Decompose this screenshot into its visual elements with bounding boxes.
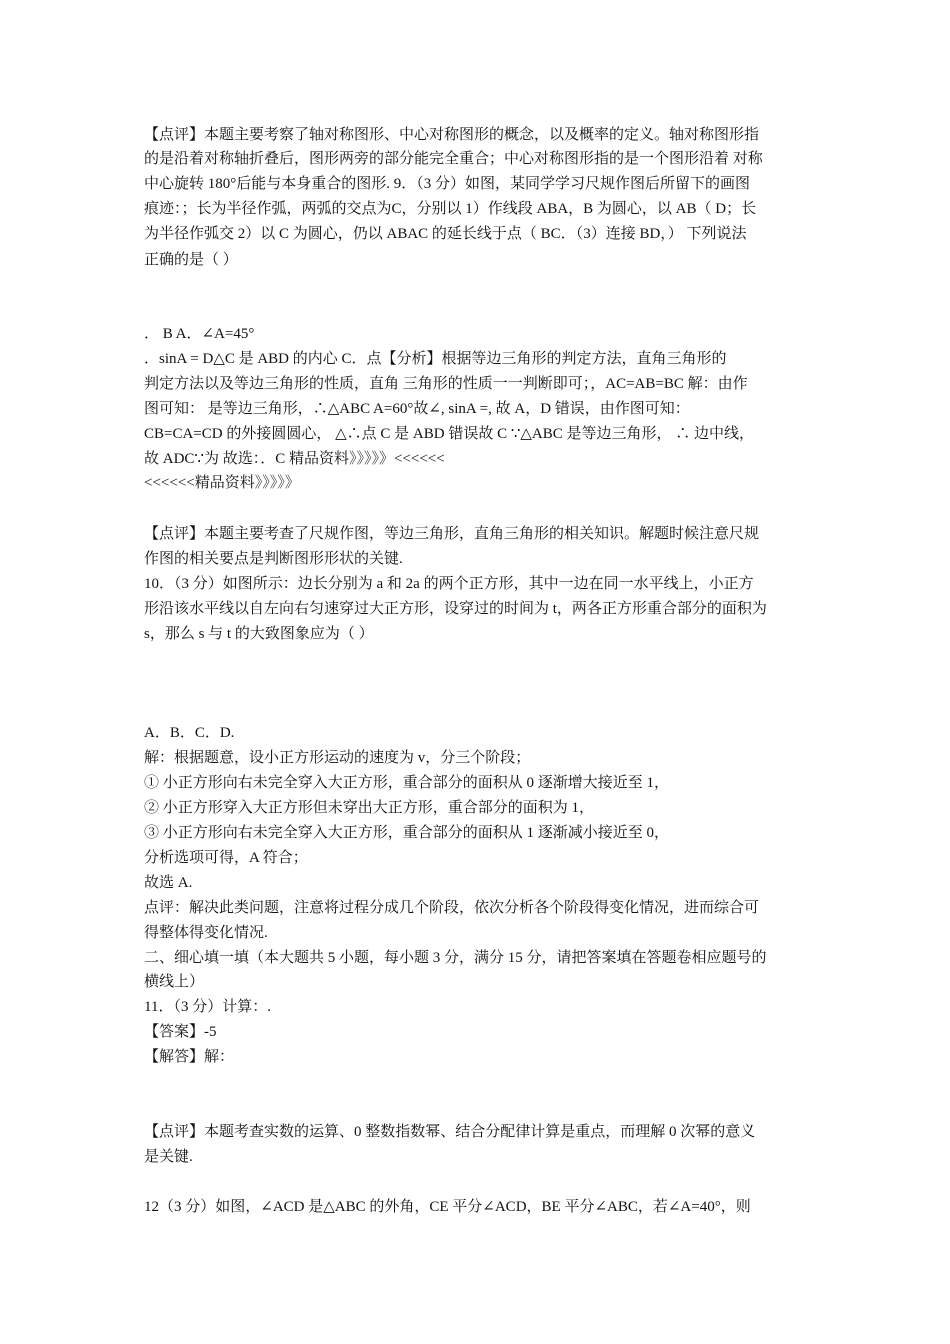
text-line: 【点评】本题主要考察了轴对称图形、中心对称图形的概念，以及概率的定义。轴对称图形指 <box>144 127 760 143</box>
text-line: 【答案】-5 <box>144 1024 217 1040</box>
text-line: 横线上） <box>144 974 205 990</box>
text-line: 【点评】本题主要考查了尺规作图，等边三角形，直角三角形的相关知识。解题时候注意尺规 <box>144 526 760 542</box>
text-line: 图可知： 是等边三角形，∴△ABC A=60°故∠, sinA =, 故 A，D 错误，由作图可知： <box>144 401 690 417</box>
text-line: s，那么 s 与 t 的大致图象应为（ ） <box>144 626 374 642</box>
text-line: 点评：解决此类问题，注意将过程分成几个阶段，依次分析各个阶段得变化情况，进而综合可 <box>144 900 760 916</box>
text-line: 判定方法以及等边三角形的性质，直角 三角形的性质一一判断即可；，AC=AB=BC 解：由作 <box>144 376 748 392</box>
text-line: 痕迹：；长为半径作弧，两弧的交点为C，分别以 1）作线段 ABA，B 为圆心，以 AB（ D；长 <box>144 201 757 217</box>
text-line: 解：根据题意，设小正方形运动的速度为 v，分三个阶段； <box>144 750 531 766</box>
text-line: 【点评】本题考查实数的运算、0 整数指数幂、结合分配律计算是重点，而理解 0 次幂的意义 <box>144 1124 756 1140</box>
text-line: 分析选项可得，A 符合； <box>144 850 308 866</box>
text-line: 11．（3 分）计算：. <box>144 999 271 1015</box>
text-line: 的是沿着对称轴折叠后，图形两旁的部分能完全重合；中心对称图形指的是一个图形沿着 对称 <box>144 151 763 167</box>
text-line: <<<<<<精品资料》》》》》 <box>144 475 300 491</box>
text-line: ．sinA = D△C 是 ABD 的内心 C．点【分析】根据等边三角形的判定方法，直角三角形的 <box>144 351 727 367</box>
text-line: A．B．C．D. <box>144 725 235 741</box>
text-line: 形沿该水平线以自左向右匀速穿过大正方形，设穿过的时间为 t，两各正方形重合部分的面积为 <box>144 601 767 617</box>
text-line: CB=CA=CD 的外接圆圆心， △∴点 C 是 ABD 错误故 C ∵△ABC 是等边三角形， ∴ 边中线， <box>144 426 754 442</box>
text-line: 12（3 分）如图，∠ACD 是△ABC 的外角，CE 平分∠ACD，BE 平分∠ABC，若∠A=40°，则 <box>144 1199 751 1215</box>
text-line: ③ 小正方形向右未完全穿入大正方形，重合部分的面积从 1 逐渐减小接近至 0， <box>144 825 670 841</box>
text-line: 二、细心填一填（本大题共 5 小题，每小题 3 分，满分 15 分，请把答案填在答题卷相应题号的 <box>144 950 767 966</box>
text-line: ① 小正方形向右未完全穿入大正方形，重合部分的面积从 0 逐渐增大接近至 1， <box>144 775 670 791</box>
text-line: ． B A．∠A=45° <box>144 326 255 342</box>
text-line: 【解答】解： <box>144 1049 235 1065</box>
text-line: 故 ADC∵为 故选：．C 精品资料》》》》》<<<<<< <box>144 451 445 467</box>
text-line: ② 小正方形穿入大正方形但未穿出大正方形，重合部分的面积为 1， <box>144 800 595 816</box>
text-line: 得整体得变化情况. <box>144 925 268 941</box>
text-line: 故选 A. <box>144 875 193 891</box>
text-line: 作图的相关要点是判断图形形状的关键. <box>144 551 403 567</box>
text-line: 正确的是（ ） <box>144 252 238 268</box>
text-line: 为半径作弧交 2）以 C 为圆心，仍以 ABAC 的延长线于点（ BC．（3）连接 BD，） 下列说法 <box>144 226 747 242</box>
text-line: 10．（3 分）如图所示：边长分别为 a 和 2a 的两个正方形，其中一边在同一水平线上，小正方 <box>144 576 754 592</box>
text-line: 是关键. <box>144 1149 193 1165</box>
text-line: 中心旋转 180°后能与本身重合的图形. 9．（3 分）如图，某同学学习尺规作图后所留下的画图 <box>144 176 751 192</box>
